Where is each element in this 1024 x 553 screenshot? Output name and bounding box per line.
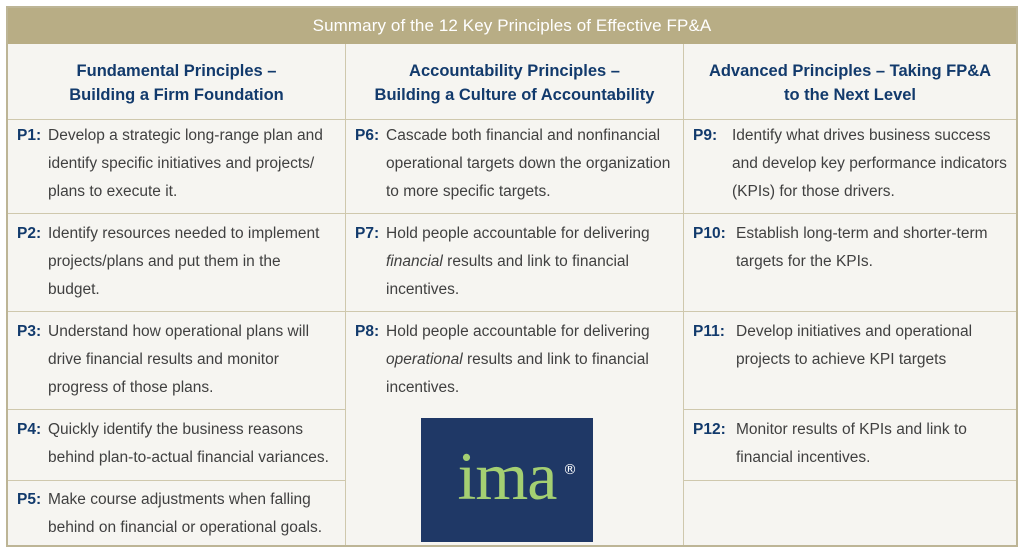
principle-code: P12: [693,421,726,438]
column-heading-advanced [684,44,1016,120]
principle-text-line: identify specific initiatives and projects/ [48,155,315,172]
principle-text-line: targets for the KPIs. [736,253,873,270]
logo-wordmark: ima [457,438,557,514]
principle-text-line: Identify resources needed to implement [48,225,320,242]
row-divider [683,480,1016,481]
row-divider [8,480,345,481]
principle-text-line: (KPIs) for those drivers. [732,183,895,200]
principle-p1 [8,122,345,210]
row-divider [8,311,1016,312]
row-divider [8,119,1016,120]
principle-code: P10: [693,225,726,242]
column-heading-line: Accountability Principles – [409,62,620,80]
principle-p11 [684,318,1016,406]
principle-text-line: Hold people accountable for delivering [386,323,650,340]
principle-text-line: drive financial results and monitor [48,351,279,368]
principle-text-line: incentives. [386,379,460,396]
column-heading-line: Building a Firm Foundation [69,86,284,104]
principle-text-line: to more specific targets. [386,183,551,200]
principle-text-line: incentives. [386,281,460,298]
principle-p4 [8,416,345,476]
principle-code: P5: [17,491,42,508]
principle-code: P1: [17,127,42,144]
principle-p7 [346,220,683,308]
principle-text-line: Hold people accountable for delivering [386,225,650,242]
principle-text-line: Understand how operational plans will [48,323,310,340]
principle-p8 [346,318,683,406]
principle-text-line: operational targets down the organization [386,155,671,172]
principle-code: P11: [693,323,725,340]
column-heading-line: Fundamental Principles – [76,62,277,80]
registered-mark: ® [563,462,577,478]
principle-text-fragment: results and link to financial [462,351,649,368]
row-divider [683,409,1016,410]
principle-text-line: plans to execute it. [48,183,178,200]
principles-table [6,6,1018,547]
principle-text-line: and develop key performance indicators [732,155,1007,172]
principle-p2 [8,220,345,308]
principle-code: P8: [355,323,380,340]
principle-code: P2: [17,225,42,242]
principle-text-line: projects to achieve KPI targets [736,351,947,368]
principle-p3 [8,318,345,406]
principle-text-line: Quickly identify the business reasons [48,421,304,438]
principle-text-line: budget. [48,281,100,298]
principle-text-line [386,346,681,374]
emphasis-word: financial [386,253,443,270]
column-heading-fundamental [8,44,345,120]
principle-code: P7: [355,225,380,242]
principle-text-line: Develop a strategic long-range plan and [48,127,323,144]
principle-code: P3: [17,323,42,340]
principle-text-fragment: results and link to financial [442,253,629,270]
principle-text-line: behind on financial or operational goals. [48,519,323,536]
principle-p9 [684,122,1016,210]
column-heading-line: Advanced Principles – Taking FP&A [708,62,992,80]
principle-text-line: behind plan-to-actual financial variances. [48,449,329,466]
principle-text-line: projects/plans and put them in the [48,253,281,270]
principle-code: P9: [693,127,718,144]
row-divider [8,409,345,410]
principle-text-line: Cascade both financial and nonfinancial [386,127,661,144]
principle-text-line: progress of those plans. [48,379,214,396]
principle-code: P4: [17,421,42,438]
principle-text-line [386,248,681,276]
column-heading-accountability [346,44,683,120]
column-heading-line: Building a Culture of Accountability [374,86,655,104]
emphasis-word: operational [386,351,463,368]
principle-text-line: Monitor results of KPIs and link to [736,421,967,438]
principle-p10 [684,220,1016,308]
ima-logo [421,418,593,542]
principle-p12 [684,416,1016,476]
principle-text-line: Identify what drives business success [732,127,991,144]
principle-text-line: Develop initiatives and operational [736,323,973,340]
principle-p5 [8,486,345,546]
principle-code: P6: [355,127,380,144]
principle-p6 [346,122,683,210]
column-heading-line: to the Next Level [783,86,917,104]
principle-text-line: Make course adjustments when falling [48,491,311,508]
principle-text-line: Establish long-term and shorter-term [736,225,988,242]
row-divider [8,213,1016,214]
table-title: Summary of the 12 Key Principles of Effective FP&A [8,8,1016,44]
principle-text-line: financial incentives. [736,449,871,466]
